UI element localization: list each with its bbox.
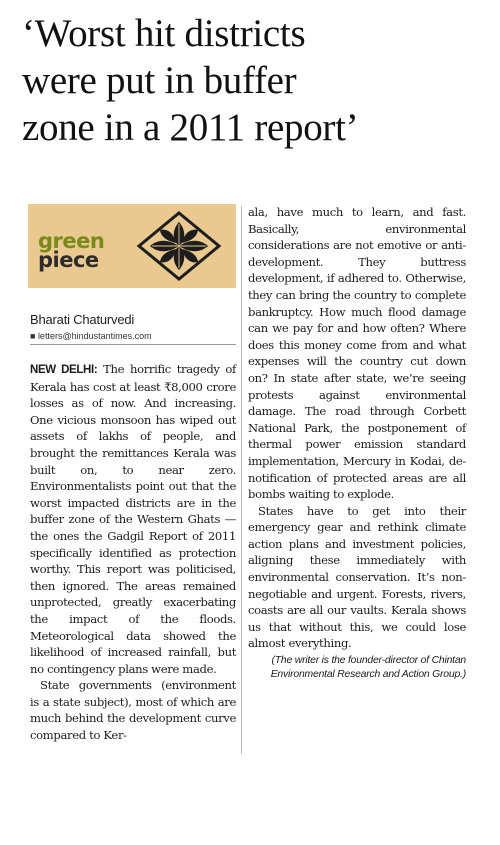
- paragraph-2-full: [0, 0, 1, 1]
- paragraph-1: [30, 361, 236, 677]
- paragraph-1-text: The horrific tragedy of Kerala has cost at least ₹8,000 crore losses as of now. And increasing. One vicious monsoon has wiped out assets of lakhs of people, and brought the remittances Kerala was built on, to near zero. Environmentalists point out that the worst impacted districts are in the buffer zone of the Western Ghats — the ones the Gadgil Report of 2011 specifically identified as protection worthy. This report was politicised, then ignored. The areas remained unprotected, greatly exacerbating the impact of the floods. Meteorological data showed the likelihood of increased rainfall, but no contingency plans were made.: [30, 362, 236, 676]
- column-label: [38, 229, 105, 272]
- green-piece-column-badge: [28, 204, 236, 288]
- column-label-bottom: piece: [38, 248, 99, 272]
- dateline: NEW DELHI:: [30, 364, 98, 376]
- paragraph-2-continued: ala, have much to learn, and fast. Basically, environmental considerations are not emotive or anti-development. They buttress development, if adhered to. Otherwise, they can bring the country to complete bankruptcy. How much flood damage can we pay for and how often? Where does this money come from and what expenses will the country cut down on? In state after state, we’re seeing protests against environmental damage. The road through Corbett National Park, the postponement of thermal power emission standard implementation, Mercury in Kodai, de-notification of protected areas are all bombs waiting to explode.: [248, 205, 466, 502]
- column-divider: [241, 206, 242, 754]
- article-body-right: [248, 204, 466, 682]
- column-label-top: green: [38, 229, 105, 253]
- leaf-diamond-icon: [136, 210, 222, 282]
- divider: [30, 344, 236, 345]
- author-email-text[interactable]: letters@hindustantimes.com: [37, 331, 152, 341]
- paragraph-2-start: State governments (environment is a state subject), most of which are much behind the development curve compared to Ker-: [30, 678, 236, 743]
- headline: ‘Worst hit districts were put in buffer zone in a 2011 report’: [22, 12, 359, 149]
- article-body-left: [30, 361, 236, 744]
- author-note: (The writer is the founder-director of Chintan Environmental Research and Action Group.): [270, 655, 466, 681]
- author-email[interactable]: ■ letters@hindustantimes.com: [30, 331, 152, 341]
- byline: Bharati Chaturvedi: [30, 312, 135, 327]
- paragraph-3: States have to get into their emergency gear and rethink climate action plans and investment policies, aligning these immediately with environmental conservation. It’s non-negotiable and urgent. Forests, rivers, coasts are all our vaults. Kerala shows us that without this, we could lose almost everything.: [248, 503, 466, 651]
